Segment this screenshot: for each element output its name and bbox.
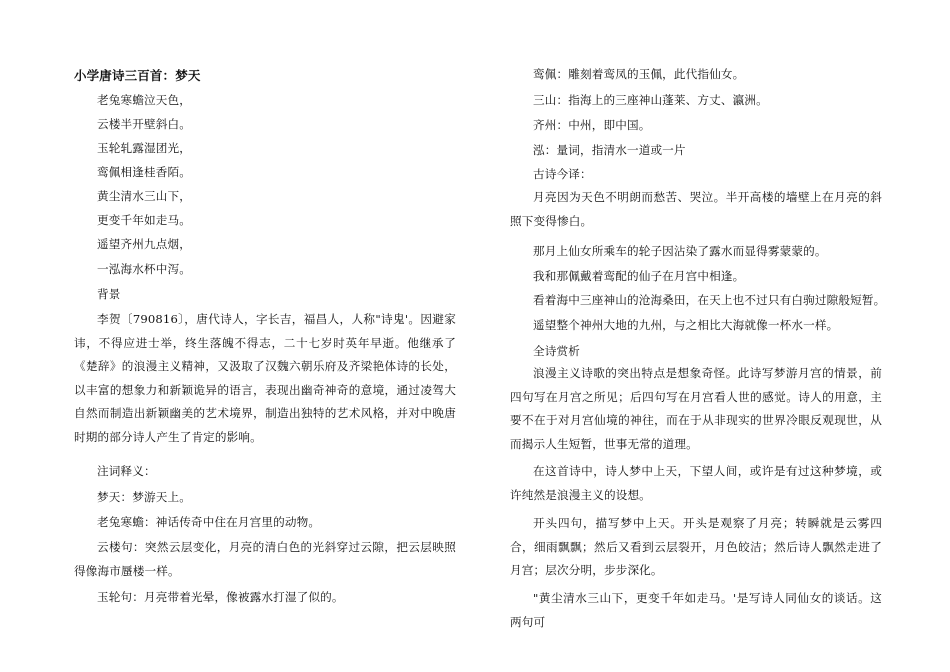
translation-line-4: 看着海中三座神山的沧海桑田，在天上也不过只有白驹过隙般短暂。 [533,293,886,307]
poem-line-4: 鸾佩相逢桂香陌。 [97,165,191,179]
appreciation-paragraph-3: 开头四句，描写梦中上天。开头是观察了月亮；转瞬就是云雾四合，细雨飘飘；然后又看到云层裂开，月色皎洁；然后诗人飘然走进了月宫；层次分明，步步深化。 [510,516,882,577]
translation-heading: 古诗今译： [533,167,592,181]
note-qi-zhou: 齐州：中州，即中国。 [533,118,651,132]
poem-line-2: 云楼半开壁斜白。 [97,117,191,131]
note-hong: 泓：量词，指清水一道或一片 [533,143,686,157]
translation-line-1: 月亮因为天色不明朗而愁苦、哭泣。半开高楼的墙壁上在月亮的斜照下变得惨白。 [510,190,882,228]
poem-line-3: 玉轮轧露湿团光， [97,141,191,155]
background-heading: 背景 [97,287,121,301]
note-meng-tian: 梦天：梦游天上。 [97,490,191,504]
poem-line-6: 更变千年如走马。 [97,213,191,227]
page-title: 小学唐诗三百首：梦天 [74,68,201,83]
note-yun-lou: 云楼句：突然云层变化，月亮的清白色的光斜穿过云隙，把云层映照得像海市蜃楼一样。 [74,540,456,578]
note-yu-lun: 玉轮句：月亮带着光晕，像被露水打湿了似的。 [97,590,344,604]
appreciation-paragraph-4: "黄尘清水三山下，更变千年如走马。'是写诗人同仙女的谈话。这两句可 [510,591,882,629]
appreciation-heading: 全诗赏析 [533,344,580,358]
note-san-shan: 三山：指海上的三座神山蓬莱、方丈、瀛洲。 [533,93,768,107]
appreciation-paragraph-1: 浪漫主义诗歌的突出特点是想象奇怪。此诗写梦游月宫的情景，前四句写在月宫之所见；后四句写在月宫看人世的感觉。诗人的用意，主要不在于对月宫仙境的神往，而在于从非现实的世界冷眼反观现世，从而揭示人生短暂，世事无常的道理。 [510,366,882,451]
appreciation-paragraph-2: 在这首诗中，诗人梦中上天，下望人间，或许是有过这种梦境，或许纯然是浪漫主义的设想。 [510,464,882,502]
poem-line-8: 一泓海水杯中泻。 [97,262,191,276]
background-paragraph: 李贺〔790816〕，唐代诗人，字长吉，福昌人，人称"诗鬼'。因避家讳，不得应进士举，终生落魄不得志，二十七岁时英年早逝。他继承了《楚辞》的浪漫主义精神，又汲取了汉魏六朝乐府及齐梁艳体诗的长处，以丰富的想象力和新颖诡异的语言，表现出幽奇神奇的意境，通过凌驾大自然而制造出新颖幽美的艺术境界，制造出独特的艺术风格，并对中晚唐时期的部分诗人产生了肯定的影响。 [74,312,456,444]
poem-line-5: 黄尘清水三山下， [97,189,191,203]
poem-line-7: 遥望齐州九点烟， [97,237,191,251]
note-luan-pei: 鸾佩：雕刻着鸾凤的玉佩，此代指仙女。 [533,67,745,81]
translation-line-2: 那月上仙女所乘车的轮子因沾染了露水而显得雾蒙蒙的。 [533,244,827,258]
poem-line-1: 老兔寒蟾泣天色， [97,93,191,107]
notes-heading: 注词释义： [97,464,156,478]
note-lao-tu-han-chan: 老兔寒蟾：神话传奇中住在月宫里的动物。 [97,515,321,529]
translation-line-5: 遥望整个神州大地的九州，与之相比大海就像一杯水一样。 [533,318,839,332]
translation-line-3: 我和那佩戴着鸾配的仙子在月宫中相逢。 [533,269,745,283]
